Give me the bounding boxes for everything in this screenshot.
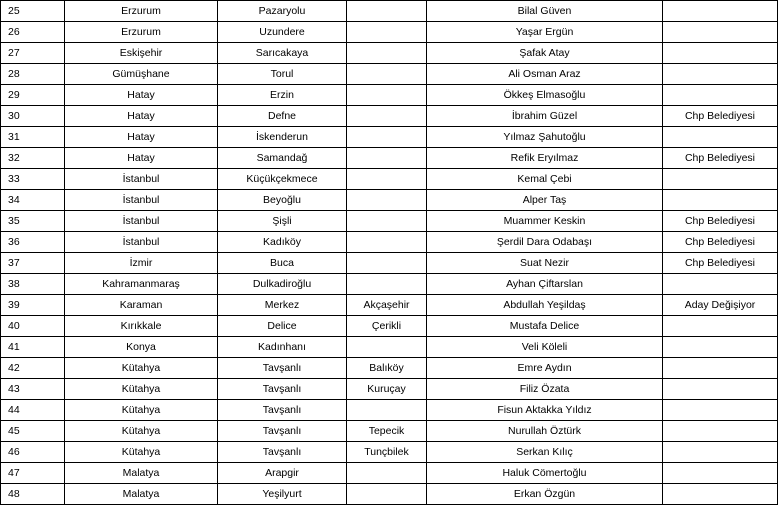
district-cell: Kadıköy <box>218 232 347 253</box>
table-row <box>1 421 778 442</box>
province-cell: Karaman <box>65 295 218 316</box>
town-cell: Tunçbilek <box>347 442 427 463</box>
table-row <box>1 253 778 274</box>
name-cell: Ökkeş Elmasoğlu <box>427 85 663 106</box>
table-row <box>1 127 778 148</box>
province-cell: İstanbul <box>65 169 218 190</box>
note-cell <box>663 190 778 211</box>
table-row <box>1 295 778 316</box>
district-cell: Buca <box>218 253 347 274</box>
name-cell: Ali Osman Araz <box>427 64 663 85</box>
town-cell <box>347 211 427 232</box>
row-number-cell: 36 <box>1 232 65 253</box>
row-number-cell: 37 <box>1 253 65 274</box>
table-row <box>1 190 778 211</box>
note-cell <box>663 400 778 421</box>
name-cell: Muammer Keskin <box>427 211 663 232</box>
province-cell: Kütahya <box>65 421 218 442</box>
table-row <box>1 316 778 337</box>
district-cell: Tavşanlı <box>218 442 347 463</box>
row-number-cell: 33 <box>1 169 65 190</box>
town-cell <box>347 64 427 85</box>
row-number-cell: 43 <box>1 379 65 400</box>
town-cell: Tepecik <box>347 421 427 442</box>
row-number-cell: 46 <box>1 442 65 463</box>
district-cell: Sarıcakaya <box>218 43 347 64</box>
name-cell: İbrahim Güzel <box>427 106 663 127</box>
name-cell: Haluk Cömertoğlu <box>427 463 663 484</box>
district-cell: İskenderun <box>218 127 347 148</box>
district-cell: Pazaryolu <box>218 1 347 22</box>
table-row <box>1 85 778 106</box>
province-cell: Erzurum <box>65 1 218 22</box>
town-cell <box>347 169 427 190</box>
table-row <box>1 463 778 484</box>
name-cell: Suat Nezir <box>427 253 663 274</box>
town-cell <box>347 1 427 22</box>
table-row <box>1 274 778 295</box>
name-cell: Filiz Özata <box>427 379 663 400</box>
row-number-cell: 40 <box>1 316 65 337</box>
town-cell <box>347 253 427 274</box>
district-cell: Dulkadiroğlu <box>218 274 347 295</box>
province-cell: İstanbul <box>65 190 218 211</box>
row-number-cell: 28 <box>1 64 65 85</box>
town-cell <box>347 148 427 169</box>
district-cell: Merkez <box>218 295 347 316</box>
note-cell <box>663 85 778 106</box>
note-cell <box>663 22 778 43</box>
name-cell: Şerdil Dara Odabaşı <box>427 232 663 253</box>
town-cell <box>347 337 427 358</box>
name-cell: Kemal Çebi <box>427 169 663 190</box>
note-cell <box>663 274 778 295</box>
note-cell <box>663 358 778 379</box>
town-cell: Kuruçay <box>347 379 427 400</box>
name-cell: Abdullah Yeşildaş <box>427 295 663 316</box>
row-number-cell: 41 <box>1 337 65 358</box>
table-row <box>1 379 778 400</box>
row-number-cell: 31 <box>1 127 65 148</box>
table-row <box>1 22 778 43</box>
province-cell: Hatay <box>65 148 218 169</box>
province-cell: İstanbul <box>65 211 218 232</box>
district-cell: Tavşanlı <box>218 421 347 442</box>
town-cell <box>347 22 427 43</box>
name-cell: Serkan Kılıç <box>427 442 663 463</box>
table-row <box>1 358 778 379</box>
name-cell: Veli Köleli <box>427 337 663 358</box>
province-cell: Erzurum <box>65 22 218 43</box>
row-number-cell: 34 <box>1 190 65 211</box>
town-cell <box>347 190 427 211</box>
district-cell: Torul <box>218 64 347 85</box>
province-cell: Konya <box>65 337 218 358</box>
province-cell: Kütahya <box>65 400 218 421</box>
table-row <box>1 148 778 169</box>
row-number-cell: 32 <box>1 148 65 169</box>
town-cell <box>347 106 427 127</box>
row-number-cell: 25 <box>1 1 65 22</box>
row-number-cell: 29 <box>1 85 65 106</box>
province-cell: Gümüşhane <box>65 64 218 85</box>
row-number-cell: 27 <box>1 43 65 64</box>
note-cell <box>663 337 778 358</box>
province-cell: Hatay <box>65 85 218 106</box>
town-cell <box>347 232 427 253</box>
note-cell <box>663 442 778 463</box>
province-cell: İzmir <box>65 253 218 274</box>
province-cell: Kütahya <box>65 442 218 463</box>
name-cell: Mustafa Delice <box>427 316 663 337</box>
town-cell <box>347 400 427 421</box>
province-cell: Hatay <box>65 127 218 148</box>
note-cell: Chp Belediyesi <box>663 253 778 274</box>
district-cell: Yeşilyurt <box>218 484 347 505</box>
province-cell: Eskişehir <box>65 43 218 64</box>
note-cell <box>663 127 778 148</box>
table-body <box>1 1 778 505</box>
note-cell <box>663 316 778 337</box>
province-cell: Kütahya <box>65 379 218 400</box>
district-cell: Samandağ <box>218 148 347 169</box>
district-cell: Uzundere <box>218 22 347 43</box>
province-cell: Kahramanmaraş <box>65 274 218 295</box>
province-cell: Kütahya <box>65 358 218 379</box>
district-cell: Beyoğlu <box>218 190 347 211</box>
district-cell: Tavşanlı <box>218 358 347 379</box>
note-cell: Chp Belediyesi <box>663 106 778 127</box>
note-cell <box>663 463 778 484</box>
note-cell <box>663 484 778 505</box>
name-cell: Fisun Aktakka Yıldız <box>427 400 663 421</box>
town-cell: Balıköy <box>347 358 427 379</box>
name-cell: Erkan Özgün <box>427 484 663 505</box>
table-row <box>1 400 778 421</box>
row-number-cell: 48 <box>1 484 65 505</box>
district-cell: Delice <box>218 316 347 337</box>
district-cell: Kadınhanı <box>218 337 347 358</box>
name-cell: Yılmaz Şahutoğlu <box>427 127 663 148</box>
note-cell <box>663 43 778 64</box>
table-row <box>1 169 778 190</box>
district-cell: Şişli <box>218 211 347 232</box>
district-cell: Tavşanlı <box>218 379 347 400</box>
table-row <box>1 106 778 127</box>
note-cell: Chp Belediyesi <box>663 232 778 253</box>
town-cell <box>347 274 427 295</box>
row-number-cell: 35 <box>1 211 65 232</box>
town-cell: Çerikli <box>347 316 427 337</box>
province-cell: Kırıkkale <box>65 316 218 337</box>
table-row <box>1 64 778 85</box>
name-cell: Ayhan Çiftarslan <box>427 274 663 295</box>
town-cell <box>347 85 427 106</box>
name-cell: Nurullah Öztürk <box>427 421 663 442</box>
row-number-cell: 26 <box>1 22 65 43</box>
town-cell <box>347 484 427 505</box>
name-cell: Refik Eryılmaz <box>427 148 663 169</box>
table-row <box>1 211 778 232</box>
row-number-cell: 47 <box>1 463 65 484</box>
district-cell: Tavşanlı <box>218 400 347 421</box>
note-cell <box>663 421 778 442</box>
table-row <box>1 232 778 253</box>
name-cell: Bilal Güven <box>427 1 663 22</box>
district-cell: Arapgir <box>218 463 347 484</box>
table-row <box>1 484 778 505</box>
province-cell: Malatya <box>65 463 218 484</box>
note-cell: Aday Değişiyor <box>663 295 778 316</box>
row-number-cell: 42 <box>1 358 65 379</box>
row-number-cell: 30 <box>1 106 65 127</box>
district-cell: Defne <box>218 106 347 127</box>
row-number-cell: 39 <box>1 295 65 316</box>
district-cell: Küçükçekmece <box>218 169 347 190</box>
note-cell <box>663 379 778 400</box>
row-number-cell: 38 <box>1 274 65 295</box>
province-cell: Malatya <box>65 484 218 505</box>
table-row <box>1 43 778 64</box>
name-cell: Emre Aydın <box>427 358 663 379</box>
table-row <box>1 337 778 358</box>
name-cell: Şafak Atay <box>427 43 663 64</box>
row-number-cell: 45 <box>1 421 65 442</box>
note-cell: Chp Belediyesi <box>663 211 778 232</box>
table-row <box>1 1 778 22</box>
province-cell: Hatay <box>65 106 218 127</box>
row-number-cell: 44 <box>1 400 65 421</box>
note-cell <box>663 169 778 190</box>
town-cell <box>347 127 427 148</box>
town-cell: Akçaşehir <box>347 295 427 316</box>
district-cell: Erzin <box>218 85 347 106</box>
note-cell <box>663 1 778 22</box>
note-cell <box>663 64 778 85</box>
town-cell <box>347 43 427 64</box>
name-cell: Yaşar Ergün <box>427 22 663 43</box>
name-cell: Alper Taş <box>427 190 663 211</box>
town-cell <box>347 463 427 484</box>
table-row <box>1 442 778 463</box>
province-cell: İstanbul <box>65 232 218 253</box>
note-cell: Chp Belediyesi <box>663 148 778 169</box>
